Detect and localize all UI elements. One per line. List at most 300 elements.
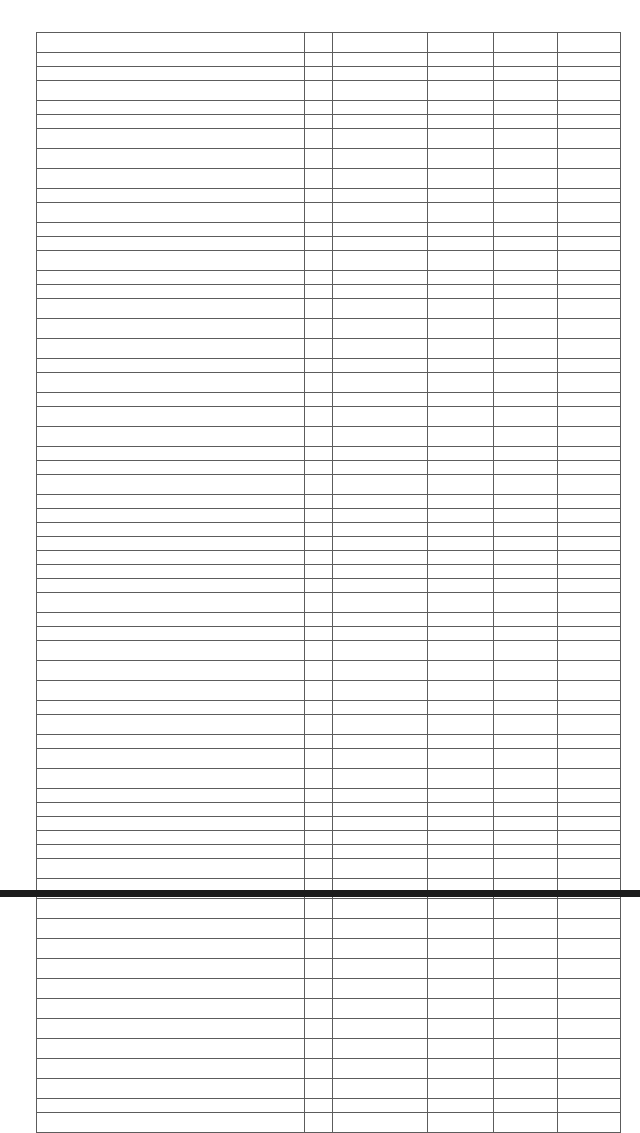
cell-remainder [558,701,621,715]
cell-executed [494,189,558,203]
cell-name [37,899,305,919]
cell-name [37,447,305,461]
cell-name [37,959,305,979]
cell-remainder [558,537,621,551]
cell-name [37,237,305,251]
cell-plan [428,627,494,641]
cell-executed [494,715,558,735]
cell-remainder [558,251,621,271]
cell-ved [305,169,333,189]
cell-executed [494,285,558,299]
cell-remainder [558,831,621,845]
cell-kbk [333,579,428,593]
table-row [37,803,621,817]
cell-executed [494,749,558,769]
cell-remainder [558,393,621,407]
table-row [37,593,621,613]
cell-executed [494,1113,558,1133]
cell-executed [494,959,558,979]
cell-kbk [333,1059,428,1079]
cell-name [37,271,305,285]
cell-kbk [333,373,428,393]
cell-plan [428,565,494,579]
cell-ved [305,831,333,845]
cell-kbk [333,393,428,407]
cell-executed [494,701,558,715]
cell-name [37,53,305,67]
cell-remainder [558,641,621,661]
cell-kbk [333,285,428,299]
cell-name [37,919,305,939]
cell-ved [305,237,333,251]
cell-executed [494,339,558,359]
cell-executed [494,495,558,509]
cell-remainder [558,1113,621,1133]
cell-plan [428,959,494,979]
table-row [37,1059,621,1079]
cell-kbk [333,613,428,627]
cell-executed [494,817,558,831]
cell-remainder [558,551,621,565]
table-row [37,495,621,509]
cell-ved [305,1039,333,1059]
cell-ved [305,129,333,149]
cell-plan [428,803,494,817]
cell-name [37,475,305,495]
table-row [37,461,621,475]
cell-remainder [558,495,621,509]
cell-kbk [333,1099,428,1113]
cell-ved [305,1059,333,1079]
cell-executed [494,661,558,681]
cell-remainder [558,523,621,537]
cell-plan [428,67,494,81]
cell-plan [428,1079,494,1099]
cell-ved [305,593,333,613]
cell-plan [428,285,494,299]
cell-executed [494,523,558,537]
cell-ved [305,735,333,749]
cell-name [37,613,305,627]
table-row [37,101,621,115]
cell-ved [305,115,333,129]
cell-plan [428,475,494,495]
cell-kbk [333,101,428,115]
cell-executed [494,1019,558,1039]
cell-ved [305,359,333,373]
cell-ved [305,817,333,831]
cell-executed [494,537,558,551]
cell-executed [494,101,558,115]
table-row [37,579,621,593]
cell-name [37,299,305,319]
cell-remainder [558,203,621,223]
cell-kbk [333,407,428,427]
table-body [37,33,621,1133]
cell-remainder [558,129,621,149]
cell-name [37,461,305,475]
cell-executed [494,447,558,461]
cell-ved [305,803,333,817]
cell-name [37,33,305,53]
table-row [37,735,621,749]
cell-plan [428,1019,494,1039]
cell-remainder [558,169,621,189]
cell-plan [428,223,494,237]
table-row [37,169,621,189]
cell-plan [428,299,494,319]
cell-plan [428,613,494,627]
cell-remainder [558,789,621,803]
cell-ved [305,579,333,593]
cell-kbk [333,565,428,579]
cell-remainder [558,67,621,81]
table-row [37,899,621,919]
table-row [37,373,621,393]
cell-name [37,67,305,81]
cell-ved [305,373,333,393]
cell-remainder [558,919,621,939]
cell-kbk [333,189,428,203]
cell-ved [305,101,333,115]
cell-name [37,681,305,701]
cell-remainder [558,407,621,427]
cell-executed [494,223,558,237]
cell-kbk [333,999,428,1019]
cell-kbk [333,1039,428,1059]
cell-remainder [558,427,621,447]
table-row [37,189,621,203]
cell-plan [428,715,494,735]
cell-kbk [333,523,428,537]
table-row [37,999,621,1019]
cell-ved [305,67,333,81]
cell-remainder [558,803,621,817]
cell-executed [494,67,558,81]
table-row [37,551,621,565]
cell-ved [305,285,333,299]
table-row [37,149,621,169]
cell-ved [305,53,333,67]
table-row [37,537,621,551]
cell-plan [428,661,494,681]
cell-kbk [333,33,428,53]
cell-ved [305,715,333,735]
cell-kbk [333,769,428,789]
cell-ved [305,845,333,859]
cell-executed [494,1099,558,1113]
cell-plan [428,919,494,939]
table-row [37,1019,621,1039]
cell-ved [305,537,333,551]
table-row [37,359,621,373]
cell-plan [428,1099,494,1113]
cell-executed [494,899,558,919]
table-row [37,67,621,81]
cell-ved [305,149,333,169]
cell-executed [494,237,558,251]
cell-ved [305,551,333,565]
cell-name [37,979,305,999]
table-row [37,641,621,661]
cell-remainder [558,565,621,579]
table-row [37,817,621,831]
cell-executed [494,427,558,447]
table-row [37,1099,621,1113]
cell-kbk [333,1019,428,1039]
cell-plan [428,81,494,101]
cell-ved [305,393,333,407]
cell-kbk [333,251,428,271]
cell-plan [428,319,494,339]
cell-name [37,641,305,661]
cell-name [37,715,305,735]
cell-executed [494,789,558,803]
cell-ved [305,959,333,979]
cell-kbk [333,593,428,613]
table-row [37,271,621,285]
cell-remainder [558,115,621,129]
cell-name [37,81,305,101]
cell-kbk [333,1113,428,1133]
cell-executed [494,299,558,319]
cell-remainder [558,461,621,475]
cell-executed [494,373,558,393]
cell-ved [305,271,333,285]
cell-plan [428,831,494,845]
cell-kbk [333,475,428,495]
cell-kbk [333,509,428,523]
cell-plan [428,701,494,715]
cell-ved [305,299,333,319]
table-row [37,203,621,223]
table-row [37,299,621,319]
cell-name [37,735,305,749]
cell-plan [428,939,494,959]
cell-name [37,939,305,959]
cell-remainder [558,817,621,831]
cell-ved [305,407,333,427]
table-row [37,627,621,641]
cell-plan [428,579,494,593]
table-row [37,979,621,999]
table-row [37,613,621,627]
cell-plan [428,509,494,523]
table-row [37,251,621,271]
cell-remainder [558,223,621,237]
cell-plan [428,237,494,251]
cell-remainder [558,593,621,613]
cell-executed [494,919,558,939]
cell-ved [305,859,333,879]
cell-remainder [558,1099,621,1113]
cell-plan [428,749,494,769]
cell-name [37,579,305,593]
cell-plan [428,1059,494,1079]
cell-remainder [558,999,621,1019]
cell-remainder [558,939,621,959]
cell-name [37,339,305,359]
cell-executed [494,251,558,271]
cell-name [37,393,305,407]
cell-executed [494,359,558,373]
cell-kbk [333,789,428,803]
cell-plan [428,859,494,879]
table-row [37,115,621,129]
cell-ved [305,203,333,223]
cell-name [37,523,305,537]
cell-remainder [558,373,621,393]
cell-plan [428,373,494,393]
cell-remainder [558,769,621,789]
cell-ved [305,1019,333,1039]
cell-name [37,593,305,613]
cell-kbk [333,223,428,237]
cell-plan [428,735,494,749]
cell-plan [428,537,494,551]
cell-ved [305,701,333,715]
cell-ved [305,999,333,1019]
cell-kbk [333,359,428,373]
cell-executed [494,1059,558,1079]
cell-remainder [558,319,621,339]
cell-kbk [333,149,428,169]
cell-kbk [333,1079,428,1099]
cell-remainder [558,271,621,285]
cell-plan [428,53,494,67]
cell-name [37,149,305,169]
cell-kbk [333,817,428,831]
table-row [37,749,621,769]
cell-plan [428,169,494,189]
cell-ved [305,1113,333,1133]
cell-remainder [558,189,621,203]
cell-remainder [558,509,621,523]
cell-name [37,661,305,681]
cell-name [37,495,305,509]
cell-name [37,831,305,845]
cell-plan [428,899,494,919]
cell-name [37,359,305,373]
cell-ved [305,1079,333,1099]
cell-name [37,627,305,641]
cell-plan [428,189,494,203]
cell-kbk [333,749,428,769]
cell-kbk [333,959,428,979]
cell-remainder [558,299,621,319]
cell-ved [305,523,333,537]
table-row [37,789,621,803]
cell-executed [494,1039,558,1059]
cell-name [37,285,305,299]
cell-executed [494,81,558,101]
cell-plan [428,203,494,223]
cell-name [37,101,305,115]
table-row [37,681,621,701]
cell-plan [428,427,494,447]
cell-plan [428,495,494,509]
cell-remainder [558,149,621,169]
cell-ved [305,251,333,271]
cell-plan [428,447,494,461]
cell-name [37,427,305,447]
cell-ved [305,681,333,701]
cell-name [37,1099,305,1113]
cell-name [37,701,305,715]
cell-name [37,189,305,203]
cell-ved [305,339,333,359]
cell-plan [428,271,494,285]
bottom-rule [0,890,640,897]
cell-kbk [333,899,428,919]
cell-ved [305,33,333,53]
cell-name [37,251,305,271]
cell-remainder [558,899,621,919]
cell-plan [428,149,494,169]
cell-ved [305,769,333,789]
cell-plan [428,523,494,537]
cell-kbk [333,169,428,189]
cell-remainder [558,101,621,115]
cell-remainder [558,237,621,251]
table-row [37,661,621,681]
cell-kbk [333,299,428,319]
table-row [37,339,621,359]
cell-remainder [558,715,621,735]
table-row [37,427,621,447]
cell-name [37,859,305,879]
cell-ved [305,223,333,237]
cell-plan [428,129,494,149]
cell-kbk [333,53,428,67]
cell-plan [428,33,494,53]
cell-name [37,537,305,551]
cell-plan [428,641,494,661]
cell-ved [305,189,333,203]
cell-kbk [333,271,428,285]
cell-name [37,1039,305,1059]
cell-remainder [558,1039,621,1059]
cell-name [37,769,305,789]
cell-name [37,565,305,579]
table-row [37,701,621,715]
cell-remainder [558,339,621,359]
table-row [37,1079,621,1099]
table-row [37,715,621,735]
cell-remainder [558,81,621,101]
cell-executed [494,803,558,817]
cell-remainder [558,979,621,999]
table-row [37,565,621,579]
table-row [37,831,621,845]
table-row [37,959,621,979]
cell-name [37,407,305,427]
table-row [37,223,621,237]
cell-kbk [333,319,428,339]
cell-name [37,999,305,1019]
cell-kbk [333,715,428,735]
cell-plan [428,681,494,701]
table-row [37,393,621,407]
cell-executed [494,509,558,523]
cell-ved [305,939,333,959]
cell-executed [494,859,558,879]
cell-executed [494,203,558,223]
cell-ved [305,447,333,461]
cell-ved [305,627,333,641]
cell-name [37,509,305,523]
table-row [37,319,621,339]
